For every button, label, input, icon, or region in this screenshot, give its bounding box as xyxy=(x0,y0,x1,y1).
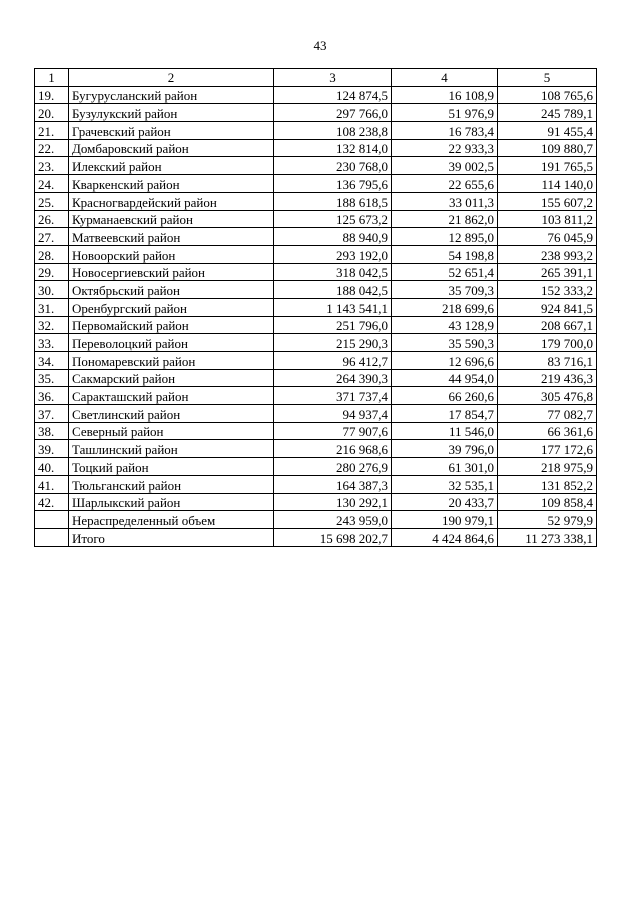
column-5-value-cell: 114 140,0 xyxy=(498,175,597,193)
row-number-cell: 22. xyxy=(35,139,69,157)
column-4-value-cell: 33 011,3 xyxy=(392,192,498,210)
table-row xyxy=(35,192,597,210)
column-header: 5 xyxy=(498,69,597,87)
row-label-cell: Нераспределенный объем xyxy=(69,511,274,529)
table-row xyxy=(35,316,597,334)
column-5-value-cell: 177 172,6 xyxy=(498,440,597,458)
table-row xyxy=(35,157,597,175)
column-4-value-cell: 61 301,0 xyxy=(392,458,498,476)
district-name-cell: Саракташский район xyxy=(69,387,274,405)
column-4-value-cell: 20 433,7 xyxy=(392,493,498,511)
table-row xyxy=(35,387,597,405)
district-name-cell: Шарлыкский район xyxy=(69,493,274,511)
district-name-cell: Сакмарский район xyxy=(69,369,274,387)
column-header: 1 xyxy=(35,69,69,87)
table-row xyxy=(35,493,597,511)
column-4-value-cell: 22 933,3 xyxy=(392,139,498,157)
table-row xyxy=(35,369,597,387)
table-row xyxy=(35,122,597,140)
unallocated-row xyxy=(35,511,597,529)
total-row xyxy=(35,528,597,546)
district-budget-table xyxy=(34,68,597,547)
column-3-value-cell: 280 276,9 xyxy=(274,458,392,476)
row-number-cell xyxy=(35,528,69,546)
column-4-value-cell: 12 696,6 xyxy=(392,352,498,370)
district-name-cell: Бузулукский район xyxy=(69,104,274,122)
row-number-cell: 20. xyxy=(35,104,69,122)
row-number-cell: 34. xyxy=(35,352,69,370)
row-number-cell: 30. xyxy=(35,281,69,299)
column-4-value-cell: 12 895,0 xyxy=(392,228,498,246)
column-5-value-cell: 103 811,2 xyxy=(498,210,597,228)
column-4-value-cell: 39 796,0 xyxy=(392,440,498,458)
column-3-value-cell: 164 387,3 xyxy=(274,475,392,493)
column-5-value-cell: 179 700,0 xyxy=(498,334,597,352)
district-name-cell: Грачевский район xyxy=(69,122,274,140)
table-row xyxy=(35,263,597,281)
column-3-value-cell: 125 673,2 xyxy=(274,210,392,228)
row-number-cell: 26. xyxy=(35,210,69,228)
district-name-cell: Тюльганский район xyxy=(69,475,274,493)
column-4-value-cell: 44 954,0 xyxy=(392,369,498,387)
column-4-value-cell: 16 108,9 xyxy=(392,86,498,104)
column-4-value-cell: 43 128,9 xyxy=(392,316,498,334)
district-name-cell: Переволоцкий район xyxy=(69,334,274,352)
column-4-value-cell: 190 979,1 xyxy=(392,511,498,529)
column-5-value-cell: 305 476,8 xyxy=(498,387,597,405)
column-3-value-cell: 108 238,8 xyxy=(274,122,392,140)
table-row xyxy=(35,245,597,263)
column-3-value-cell: 136 795,6 xyxy=(274,175,392,193)
column-4-value-cell: 16 783,4 xyxy=(392,122,498,140)
column-5-value-cell: 109 880,7 xyxy=(498,139,597,157)
district-name-cell: Октябрьский район xyxy=(69,281,274,299)
row-label-cell: Итого xyxy=(69,528,274,546)
row-number-cell: 36. xyxy=(35,387,69,405)
district-name-cell: Новосергиевский район xyxy=(69,263,274,281)
row-number-cell: 23. xyxy=(35,157,69,175)
table-row xyxy=(35,281,597,299)
column-4-value-cell: 66 260,6 xyxy=(392,387,498,405)
table-row xyxy=(35,334,597,352)
column-4-value-cell: 11 546,0 xyxy=(392,422,498,440)
column-5-value-cell: 91 455,4 xyxy=(498,122,597,140)
column-5-value-cell: 245 789,1 xyxy=(498,104,597,122)
column-5-value-cell: 52 979,9 xyxy=(498,511,597,529)
table-row xyxy=(35,104,597,122)
district-name-cell: Пономаревский район xyxy=(69,352,274,370)
column-3-value-cell: 77 907,6 xyxy=(274,422,392,440)
column-3-value-cell: 88 940,9 xyxy=(274,228,392,246)
column-4-value-cell: 35 590,3 xyxy=(392,334,498,352)
column-3-value-cell: 96 412,7 xyxy=(274,352,392,370)
column-3-value-cell: 1 143 541,1 xyxy=(274,298,392,316)
table-body xyxy=(35,69,597,547)
column-5-value-cell: 108 765,6 xyxy=(498,86,597,104)
district-name-cell: Новоорский район xyxy=(69,245,274,263)
district-name-cell: Красногвардейский район xyxy=(69,192,274,210)
column-3-value-cell: 230 768,0 xyxy=(274,157,392,175)
row-number-cell: 24. xyxy=(35,175,69,193)
row-number-cell: 25. xyxy=(35,192,69,210)
column-5-value-cell: 83 716,1 xyxy=(498,352,597,370)
district-name-cell: Матвеевский район xyxy=(69,228,274,246)
district-name-cell: Бугурусланский район xyxy=(69,86,274,104)
column-3-value-cell: 216 968,6 xyxy=(274,440,392,458)
table-row xyxy=(35,458,597,476)
column-3-value-cell: 15 698 202,7 xyxy=(274,528,392,546)
column-4-value-cell: 22 655,6 xyxy=(392,175,498,193)
district-name-cell: Ташлинский район xyxy=(69,440,274,458)
column-3-value-cell: 243 959,0 xyxy=(274,511,392,529)
column-header: 2 xyxy=(69,69,274,87)
column-5-value-cell: 76 045,9 xyxy=(498,228,597,246)
district-name-cell: Курманаевский район xyxy=(69,210,274,228)
column-5-value-cell: 924 841,5 xyxy=(498,298,597,316)
column-5-value-cell: 218 975,9 xyxy=(498,458,597,476)
column-4-value-cell: 17 854,7 xyxy=(392,405,498,423)
column-5-value-cell: 265 391,1 xyxy=(498,263,597,281)
row-number-cell: 27. xyxy=(35,228,69,246)
column-5-value-cell: 11 273 338,1 xyxy=(498,528,597,546)
row-number-cell: 41. xyxy=(35,475,69,493)
row-number-cell: 33. xyxy=(35,334,69,352)
page-number: 43 xyxy=(313,38,327,53)
column-5-value-cell: 152 333,2 xyxy=(498,281,597,299)
table-row xyxy=(35,422,597,440)
table-row xyxy=(35,352,597,370)
column-5-value-cell: 109 858,4 xyxy=(498,493,597,511)
column-5-value-cell: 238 993,2 xyxy=(498,245,597,263)
row-number-cell: 28. xyxy=(35,245,69,263)
row-number-cell: 32. xyxy=(35,316,69,334)
district-name-cell: Светлинский район xyxy=(69,405,274,423)
district-name-cell: Кваркенский район xyxy=(69,175,274,193)
column-5-value-cell: 131 852,2 xyxy=(498,475,597,493)
column-4-value-cell: 21 862,0 xyxy=(392,210,498,228)
column-5-value-cell: 208 667,1 xyxy=(498,316,597,334)
row-number-cell: 40. xyxy=(35,458,69,476)
column-4-value-cell: 52 651,4 xyxy=(392,263,498,281)
table-row xyxy=(35,86,597,104)
column-3-value-cell: 94 937,4 xyxy=(274,405,392,423)
column-3-value-cell: 371 737,4 xyxy=(274,387,392,405)
row-number-cell: 37. xyxy=(35,405,69,423)
district-name-cell: Тоцкий район xyxy=(69,458,274,476)
column-4-value-cell: 4 424 864,6 xyxy=(392,528,498,546)
row-number-cell: 31. xyxy=(35,298,69,316)
column-3-value-cell: 124 874,5 xyxy=(274,86,392,104)
district-name-cell: Домбаровский район xyxy=(69,139,274,157)
column-3-value-cell: 297 766,0 xyxy=(274,104,392,122)
column-4-value-cell: 54 198,8 xyxy=(392,245,498,263)
table-row xyxy=(35,475,597,493)
row-number-cell: 29. xyxy=(35,263,69,281)
table-row xyxy=(35,440,597,458)
column-4-value-cell: 35 709,3 xyxy=(392,281,498,299)
row-number-cell: 21. xyxy=(35,122,69,140)
column-header: 4 xyxy=(392,69,498,87)
column-5-value-cell: 77 082,7 xyxy=(498,405,597,423)
row-number-cell: 19. xyxy=(35,86,69,104)
table-row xyxy=(35,210,597,228)
column-4-value-cell: 218 699,6 xyxy=(392,298,498,316)
column-3-value-cell: 293 192,0 xyxy=(274,245,392,263)
table-row xyxy=(35,405,597,423)
column-3-value-cell: 318 042,5 xyxy=(274,263,392,281)
column-3-value-cell: 264 390,3 xyxy=(274,369,392,387)
row-number-cell: 39. xyxy=(35,440,69,458)
column-4-value-cell: 51 976,9 xyxy=(392,104,498,122)
district-name-cell: Первомайский район xyxy=(69,316,274,334)
table-header-row xyxy=(35,69,597,87)
column-header: 3 xyxy=(274,69,392,87)
column-3-value-cell: 188 042,5 xyxy=(274,281,392,299)
table-row xyxy=(35,139,597,157)
row-number-cell: 35. xyxy=(35,369,69,387)
column-4-value-cell: 39 002,5 xyxy=(392,157,498,175)
column-5-value-cell: 191 765,5 xyxy=(498,157,597,175)
column-5-value-cell: 155 607,2 xyxy=(498,192,597,210)
column-4-value-cell: 32 535,1 xyxy=(392,475,498,493)
row-number-cell xyxy=(35,511,69,529)
column-3-value-cell: 132 814,0 xyxy=(274,139,392,157)
table-row xyxy=(35,175,597,193)
row-number-cell: 42. xyxy=(35,493,69,511)
column-3-value-cell: 130 292,1 xyxy=(274,493,392,511)
district-name-cell: Оренбургский район xyxy=(69,298,274,316)
table-row xyxy=(35,228,597,246)
column-3-value-cell: 215 290,3 xyxy=(274,334,392,352)
district-name-cell: Северный район xyxy=(69,422,274,440)
column-5-value-cell: 219 436,3 xyxy=(498,369,597,387)
table-row xyxy=(35,298,597,316)
column-3-value-cell: 188 618,5 xyxy=(274,192,392,210)
column-5-value-cell: 66 361,6 xyxy=(498,422,597,440)
district-name-cell: Илекский район xyxy=(69,157,274,175)
row-number-cell: 38. xyxy=(35,422,69,440)
column-3-value-cell: 251 796,0 xyxy=(274,316,392,334)
